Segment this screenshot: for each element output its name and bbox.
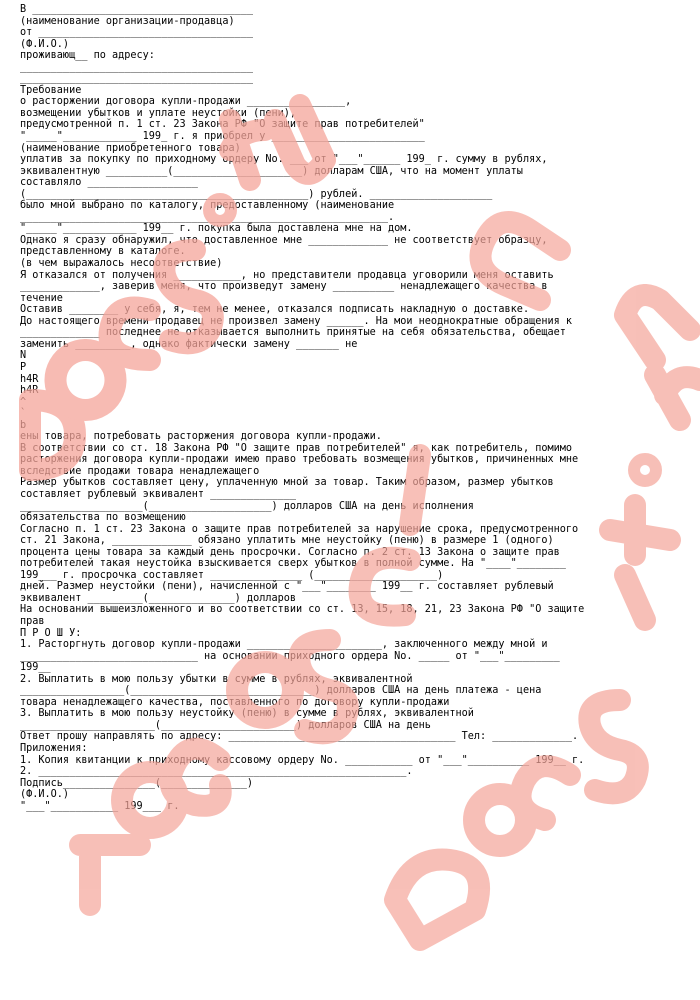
document-line: ______________________________________: [20, 73, 254, 85]
document-line: ______________________________________: [20, 61, 254, 73]
document-line: Ответ прошу направлять по адресу: _____________________________________ Тел: _____________.: [20, 731, 579, 743]
document-line: _____________ последнее не отказывается выполнить принятые на себя обязательства, обещает: [20, 327, 566, 339]
document-line: "_____"____________ 199_ г. я приобрел у _________________________: [20, 131, 425, 143]
document-line: составляет рублевый эквивалент ______________: [20, 488, 297, 500]
claim-document: [20, 4, 680, 812]
document-line: было мной выбрано по каталогу, предоставленному (наименование: [20, 200, 395, 212]
document-line: Подпись_______________(______________): [20, 777, 254, 789]
document-line: Я отказался от получения ___________, но представители продавца уговорили меня оставить: [20, 269, 554, 281]
document-line: ____________________________________________________________.: [20, 211, 395, 223]
document-line: возмещении убытков и уплате неустойки (пени),: [20, 107, 297, 119]
document-line: "_____"____________ 199__ г. покупка была доставлена мне на дом.: [20, 223, 413, 235]
document-line: (Ф.И.О.): [20, 38, 70, 50]
document-line: расторжения договора купли-продажи имею право требовать возмещения убытков, причиненных мне: [20, 454, 579, 466]
document-line: ____________________(____________________) долларов США на день исполнения: [20, 500, 474, 512]
document-line: течение: [20, 292, 63, 304]
document-line: (наименование организации-продавца): [20, 15, 235, 27]
document-line: `: [20, 408, 27, 420]
document-line: h4R: [20, 373, 39, 385]
document-line: предусмотренной п. 1 ст. 23 Закона РФ "О защите прав потребителей": [20, 119, 425, 131]
document-line: (Ф.И.О.): [20, 789, 70, 801]
document-line: Требование: [20, 84, 82, 96]
document-line: процента цены товара за каждый день просрочки. Согласно п. 2 ст. 13 Закона о защите прав: [20, 546, 560, 558]
document-line: Размер убытков составляет цену, уплаченную мной за товар. Таким образом, размер убытков: [20, 477, 554, 489]
document-line: _________________(______________________________) долларов США на день платежа - цена: [20, 685, 542, 697]
document-line: вследствие продажи товара ненадлежащего: [20, 465, 260, 477]
document-line: ены товара, потребовать расторжения договора купли-продажи.: [20, 431, 382, 443]
document-line: "___"___________ 199___ г.: [20, 800, 180, 812]
document-line: На основании вышеизложенного и во соответствии со ст. 13, 15, 18, 21, 23 Закона РФ "О защите: [20, 604, 585, 616]
document-line: составляло __________________: [20, 177, 198, 189]
document-line: товара ненадлежащего качества, поставленного по договору купли-продажи: [20, 696, 450, 708]
document-line: ^: [20, 396, 27, 408]
document-line: 2. ____________________________________________________________.: [20, 766, 413, 778]
document-line: эквивалентную __________(_____________________) долларам США, что на момент уплаты: [20, 165, 523, 177]
document-line: ст. 21 Закона, _____________ обязано уплатить мне неустойку (пеню) в размере 1 (одного): [20, 535, 554, 547]
document-line: проживающ__ по адресу:: [20, 50, 155, 62]
document-line: _____________________________ на основании приходного ордера No. _____ от "___"_________: [20, 650, 560, 662]
document-line: 3. Выплатить в мою пользу неустойку (пеню) в сумме в рублях, эквивалентной: [20, 708, 474, 720]
document-line: о расторжении договора купли-продажи ________________,: [20, 96, 352, 108]
document-line: эквивалент _________(______________) долларов: [20, 592, 297, 604]
document-line: В соответствии со ст. 18 Закона РФ "О защите прав потребителей" я, как потребитель, помимо: [20, 442, 573, 454]
document-line: (наименование приобретенного товара): [20, 142, 241, 154]
document-line: P: [20, 361, 27, 373]
document-line: _____________, заверив меня, что произведут замену __________ ненадлежащего качества в: [20, 281, 548, 293]
document-line: 199__: [20, 662, 51, 674]
document-line: (в чем выражалось несоответствие): [20, 258, 223, 270]
document-line: дней. Размер неустойки (пени), начисленной с "___"________ 199__ г. составляет рублевый: [20, 581, 554, 593]
document-line: представленному в каталоге.: [20, 246, 186, 258]
document-line: потребителей такая неустойка взыскивается сверх убытков в полной сумме. На "____"________: [20, 558, 566, 570]
document-line: Приложения:: [20, 743, 88, 754]
document-line: от ___________________________________: [20, 27, 254, 39]
document-line: В ____________________________________: [20, 4, 254, 15]
document-line: П Р О Ш У:: [20, 627, 82, 639]
document-line: 1. Расторгнуть договор купли-продажи ______________________, заключенного между мной и: [20, 639, 548, 651]
document-line: 2. Выплатить в мою пользу убытки в сумме в рублях, эквивалентной: [20, 673, 413, 685]
document-line: Оставив ________ у себя, я, тем не менее, отказался подписать накладную о доставке.: [20, 304, 530, 316]
document-line: Согласно п. 1 ст. 23 Закона о защите прав потребителей за нарушение срока, предусмотренного: [20, 523, 579, 535]
document-line: Однако я сразу обнаружил, что доставленное мне _____________ не соответствует образцу,: [20, 234, 548, 246]
document-line: b: [20, 419, 27, 431]
document-line: До настоящего времени продавец не произвел замену ______. На мои неоднократные обращения к: [20, 315, 573, 327]
document-line: ______________________(______________________) долларов США на день: [20, 719, 431, 731]
document-line: уплатив за покупку по приходному ордеру No. ___ от "___"______ 199_ г. сумму в рублях,: [20, 154, 548, 166]
document-line: обязательства по возмещению: [20, 512, 186, 524]
document-line: N: [20, 350, 27, 362]
document-line: прав: [20, 615, 45, 627]
document-line: 1. Копия квитанции к приходному кассовому ордеру No. ___________ от "___"__________ 199__ г.: [20, 754, 585, 766]
document-line: h4R: [20, 385, 39, 397]
document-line: заменить _________, однако фактически замену _______ не: [20, 338, 358, 350]
document-line: (______________________________________________) рублей. ____________________: [20, 188, 493, 200]
document-line: 199___ г. просрочка составляет _______________ (____________________): [20, 569, 444, 581]
